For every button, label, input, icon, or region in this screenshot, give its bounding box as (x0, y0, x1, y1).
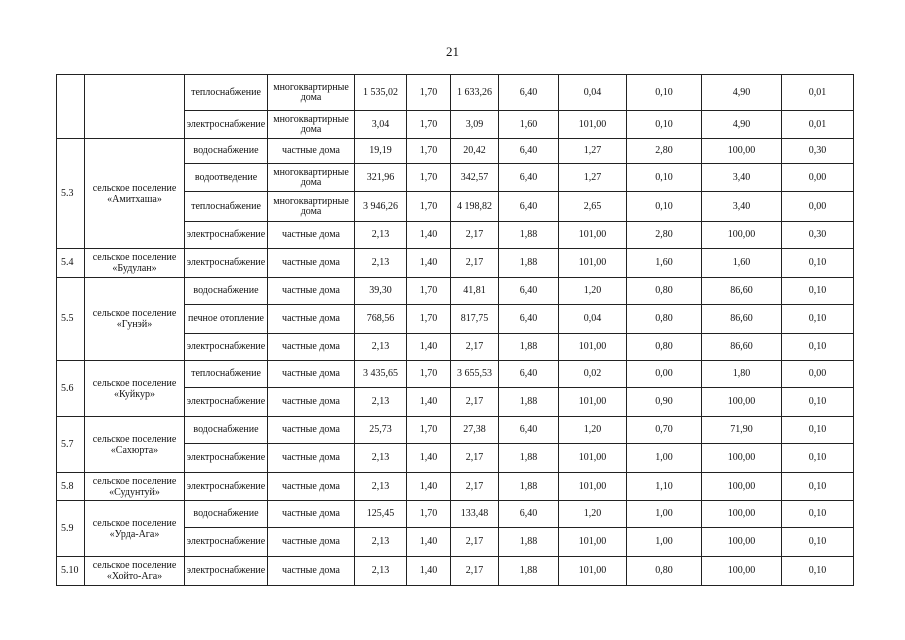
item-number-cell: 5.6 (57, 361, 85, 417)
value-c4-cell: 6,40 (499, 278, 559, 305)
base-value-cell: 19,19 (355, 139, 407, 164)
service-cell: электроснабжение (185, 473, 268, 501)
base-value-cell: 321,96 (355, 164, 407, 192)
value-c8-cell: 0,30 (782, 222, 854, 249)
value-c8-cell: 0,10 (782, 501, 854, 528)
adjusted-value-cell: 2,17 (451, 388, 499, 417)
housing-cell: частные дома (268, 278, 355, 305)
value-c7-cell: 86,60 (702, 334, 782, 361)
value-c6-cell: 0,10 (627, 164, 702, 192)
coefficient-cell: 1,70 (407, 361, 451, 388)
value-c8-cell: 0,00 (782, 164, 854, 192)
value-c8-cell: 0,01 (782, 75, 854, 111)
page-number: 21 (446, 44, 459, 59)
adjusted-value-cell: 2,17 (451, 249, 499, 278)
value-c5-cell: 101,00 (559, 473, 627, 501)
value-c5-cell: 1,20 (559, 501, 627, 528)
service-cell: теплоснабжение (185, 192, 268, 222)
value-c8-cell: 0,10 (782, 444, 854, 473)
service-cell: водоснабжение (185, 139, 268, 164)
service-cell: теплоснабжение (185, 361, 268, 388)
housing-cell: частные дома (268, 444, 355, 473)
adjusted-value-cell: 2,17 (451, 528, 499, 557)
coefficient-cell: 1,40 (407, 249, 451, 278)
item-number-cell: 5.4 (57, 249, 85, 278)
base-value-cell: 2,13 (355, 222, 407, 249)
housing-cell: частные дома (268, 139, 355, 164)
adjusted-value-cell: 2,17 (451, 222, 499, 249)
value-c5-cell: 101,00 (559, 334, 627, 361)
service-cell: водоснабжение (185, 417, 268, 444)
value-c5-cell: 1,27 (559, 164, 627, 192)
base-value-cell: 2,13 (355, 388, 407, 417)
coefficient-cell: 1,70 (407, 139, 451, 164)
adjusted-value-cell: 133,48 (451, 501, 499, 528)
value-c7-cell: 1,80 (702, 361, 782, 388)
value-c5-cell: 1,20 (559, 278, 627, 305)
value-c8-cell: 0,01 (782, 111, 854, 139)
value-c5-cell: 101,00 (559, 111, 627, 139)
value-c4-cell: 1,60 (499, 111, 559, 139)
value-c4-cell: 1,88 (499, 222, 559, 249)
adjusted-value-cell: 3 655,53 (451, 361, 499, 388)
housing-cell: частные дома (268, 334, 355, 361)
housing-cell: многоквартирные дома (268, 164, 355, 192)
coefficient-cell: 1,40 (407, 334, 451, 361)
value-c8-cell: 0,10 (782, 305, 854, 334)
value-c6-cell: 2,80 (627, 139, 702, 164)
value-c4-cell: 1,88 (499, 473, 559, 501)
value-c5-cell: 101,00 (559, 388, 627, 417)
value-c8-cell: 0,00 (782, 192, 854, 222)
base-value-cell: 39,30 (355, 278, 407, 305)
value-c4-cell: 6,40 (499, 164, 559, 192)
service-cell: электроснабжение (185, 222, 268, 249)
base-value-cell: 2,13 (355, 557, 407, 586)
housing-cell: частные дома (268, 528, 355, 557)
table-row (57, 557, 854, 586)
value-c4-cell: 6,40 (499, 361, 559, 388)
value-c4-cell: 1,88 (499, 557, 559, 586)
housing-cell: частные дома (268, 417, 355, 444)
adjusted-value-cell: 2,17 (451, 557, 499, 586)
service-cell: электроснабжение (185, 111, 268, 139)
value-c7-cell: 3,40 (702, 164, 782, 192)
table-row (57, 75, 854, 111)
value-c6-cell: 0,80 (627, 334, 702, 361)
value-c5-cell: 2,65 (559, 192, 627, 222)
value-c4-cell: 1,88 (499, 528, 559, 557)
value-c8-cell: 0,00 (782, 361, 854, 388)
value-c7-cell: 1,60 (702, 249, 782, 278)
value-c6-cell: 1,00 (627, 501, 702, 528)
tariff-table (56, 74, 854, 586)
adjusted-value-cell: 2,17 (451, 444, 499, 473)
value-c7-cell: 100,00 (702, 473, 782, 501)
base-value-cell: 3 435,65 (355, 361, 407, 388)
item-number-cell: 5.3 (57, 139, 85, 249)
base-value-cell: 2,13 (355, 528, 407, 557)
value-c8-cell: 0,10 (782, 557, 854, 586)
coefficient-cell: 1,40 (407, 222, 451, 249)
adjusted-value-cell: 4 198,82 (451, 192, 499, 222)
value-c6-cell: 0,10 (627, 75, 702, 111)
settlement-name-cell: сельское поселение «Будулан» (85, 249, 185, 278)
base-value-cell: 768,56 (355, 305, 407, 334)
adjusted-value-cell: 20,42 (451, 139, 499, 164)
table-row (57, 473, 854, 501)
housing-cell: частные дома (268, 473, 355, 501)
value-c5-cell: 0,04 (559, 305, 627, 334)
service-cell: водоотведение (185, 164, 268, 192)
base-value-cell: 2,13 (355, 444, 407, 473)
adjusted-value-cell: 41,81 (451, 278, 499, 305)
item-number-cell: 5.9 (57, 501, 85, 557)
value-c8-cell: 0,10 (782, 249, 854, 278)
coefficient-cell: 1,70 (407, 111, 451, 139)
value-c7-cell: 100,00 (702, 557, 782, 586)
value-c5-cell: 101,00 (559, 557, 627, 586)
table-body (57, 75, 854, 586)
adjusted-value-cell: 2,17 (451, 334, 499, 361)
value-c8-cell: 0,10 (782, 388, 854, 417)
value-c5-cell: 0,04 (559, 75, 627, 111)
service-cell: теплоснабжение (185, 75, 268, 111)
value-c6-cell: 2,80 (627, 222, 702, 249)
value-c5-cell: 0,02 (559, 361, 627, 388)
value-c7-cell: 4,90 (702, 75, 782, 111)
service-cell: электроснабжение (185, 444, 268, 473)
service-cell: водоснабжение (185, 278, 268, 305)
coefficient-cell: 1,70 (407, 417, 451, 444)
value-c5-cell: 101,00 (559, 222, 627, 249)
settlement-name-cell (85, 75, 185, 139)
base-value-cell: 2,13 (355, 334, 407, 361)
service-cell: электроснабжение (185, 557, 268, 586)
table-row (57, 501, 854, 528)
value-c7-cell: 100,00 (702, 222, 782, 249)
value-c6-cell: 0,80 (627, 278, 702, 305)
service-cell: водоснабжение (185, 501, 268, 528)
base-value-cell: 25,73 (355, 417, 407, 444)
value-c5-cell: 101,00 (559, 249, 627, 278)
item-number-cell: 5.10 (57, 557, 85, 586)
value-c8-cell: 0,10 (782, 417, 854, 444)
housing-cell: частные дома (268, 557, 355, 586)
adjusted-value-cell: 3,09 (451, 111, 499, 139)
coefficient-cell: 1,40 (407, 528, 451, 557)
housing-cell: многоквартирные дома (268, 192, 355, 222)
settlement-name-cell: сельское поселение «Сахюрта» (85, 417, 185, 473)
coefficient-cell: 1,70 (407, 192, 451, 222)
value-c4-cell: 1,88 (499, 249, 559, 278)
value-c6-cell: 0,80 (627, 557, 702, 586)
base-value-cell: 3,04 (355, 111, 407, 139)
value-c7-cell: 100,00 (702, 528, 782, 557)
value-c7-cell: 3,40 (702, 192, 782, 222)
coefficient-cell: 1,40 (407, 557, 451, 586)
coefficient-cell: 1,70 (407, 75, 451, 111)
housing-cell: частные дома (268, 222, 355, 249)
value-c6-cell: 0,10 (627, 111, 702, 139)
adjusted-value-cell: 817,75 (451, 305, 499, 334)
coefficient-cell: 1,70 (407, 501, 451, 528)
table-row (57, 278, 854, 305)
settlement-name-cell: сельское поселение «Куйкур» (85, 361, 185, 417)
base-value-cell: 125,45 (355, 501, 407, 528)
table-row (57, 139, 854, 164)
base-value-cell: 1 535,02 (355, 75, 407, 111)
value-c8-cell: 0,10 (782, 473, 854, 501)
coefficient-cell: 1,40 (407, 473, 451, 501)
coefficient-cell: 1,40 (407, 444, 451, 473)
coefficient-cell: 1,40 (407, 388, 451, 417)
value-c4-cell: 6,40 (499, 75, 559, 111)
adjusted-value-cell: 2,17 (451, 473, 499, 501)
base-value-cell: 2,13 (355, 473, 407, 501)
value-c6-cell: 1,00 (627, 444, 702, 473)
value-c6-cell: 0,00 (627, 361, 702, 388)
item-number-cell (57, 75, 85, 139)
value-c6-cell: 0,10 (627, 192, 702, 222)
service-cell: электроснабжение (185, 334, 268, 361)
settlement-name-cell: сельское поселение «Судунтуй» (85, 473, 185, 501)
value-c5-cell: 1,27 (559, 139, 627, 164)
service-cell: электроснабжение (185, 249, 268, 278)
housing-cell: частные дома (268, 388, 355, 417)
coefficient-cell: 1,70 (407, 305, 451, 334)
settlement-name-cell: сельское поселение «Амитхаша» (85, 139, 185, 249)
value-c5-cell: 101,00 (559, 444, 627, 473)
base-value-cell: 3 946,26 (355, 192, 407, 222)
settlement-name-cell: сельское поселение «Гунэй» (85, 278, 185, 361)
service-cell: электроснабжение (185, 528, 268, 557)
table-row (57, 417, 854, 444)
coefficient-cell: 1,70 (407, 164, 451, 192)
value-c7-cell: 86,60 (702, 278, 782, 305)
value-c4-cell: 6,40 (499, 417, 559, 444)
value-c7-cell: 100,00 (702, 444, 782, 473)
value-c4-cell: 1,88 (499, 334, 559, 361)
value-c8-cell: 0,10 (782, 278, 854, 305)
value-c7-cell: 100,00 (702, 139, 782, 164)
value-c5-cell: 1,20 (559, 417, 627, 444)
service-cell: печное отопление (185, 305, 268, 334)
base-value-cell: 2,13 (355, 249, 407, 278)
value-c6-cell: 0,90 (627, 388, 702, 417)
value-c4-cell: 6,40 (499, 192, 559, 222)
housing-cell: частные дома (268, 501, 355, 528)
item-number-cell: 5.8 (57, 473, 85, 501)
housing-cell: многоквартирные дома (268, 75, 355, 111)
value-c6-cell: 1,60 (627, 249, 702, 278)
settlement-name-cell: сельское поселение «Хойто-Ага» (85, 557, 185, 586)
item-number-cell: 5.7 (57, 417, 85, 473)
adjusted-value-cell: 27,38 (451, 417, 499, 444)
value-c4-cell: 1,88 (499, 444, 559, 473)
value-c7-cell: 100,00 (702, 388, 782, 417)
service-cell: электроснабжение (185, 388, 268, 417)
value-c8-cell: 0,10 (782, 528, 854, 557)
value-c7-cell: 100,00 (702, 501, 782, 528)
housing-cell: частные дома (268, 305, 355, 334)
housing-cell: частные дома (268, 361, 355, 388)
settlement-name-cell: сельское поселение «Урда-Ага» (85, 501, 185, 557)
value-c7-cell: 4,90 (702, 111, 782, 139)
value-c6-cell: 1,10 (627, 473, 702, 501)
housing-cell: частные дома (268, 249, 355, 278)
table-row (57, 249, 854, 278)
value-c8-cell: 0,30 (782, 139, 854, 164)
value-c7-cell: 86,60 (702, 305, 782, 334)
value-c6-cell: 0,80 (627, 305, 702, 334)
value-c4-cell: 6,40 (499, 501, 559, 528)
value-c7-cell: 71,90 (702, 417, 782, 444)
value-c6-cell: 0,70 (627, 417, 702, 444)
table-row (57, 361, 854, 388)
adjusted-value-cell: 1 633,26 (451, 75, 499, 111)
coefficient-cell: 1,70 (407, 278, 451, 305)
housing-cell: многоквартирные дома (268, 111, 355, 139)
value-c4-cell: 6,40 (499, 139, 559, 164)
value-c8-cell: 0,10 (782, 334, 854, 361)
value-c6-cell: 1,00 (627, 528, 702, 557)
item-number-cell: 5.5 (57, 278, 85, 361)
adjusted-value-cell: 342,57 (451, 164, 499, 192)
value-c4-cell: 1,88 (499, 388, 559, 417)
value-c4-cell: 6,40 (499, 305, 559, 334)
value-c5-cell: 101,00 (559, 528, 627, 557)
